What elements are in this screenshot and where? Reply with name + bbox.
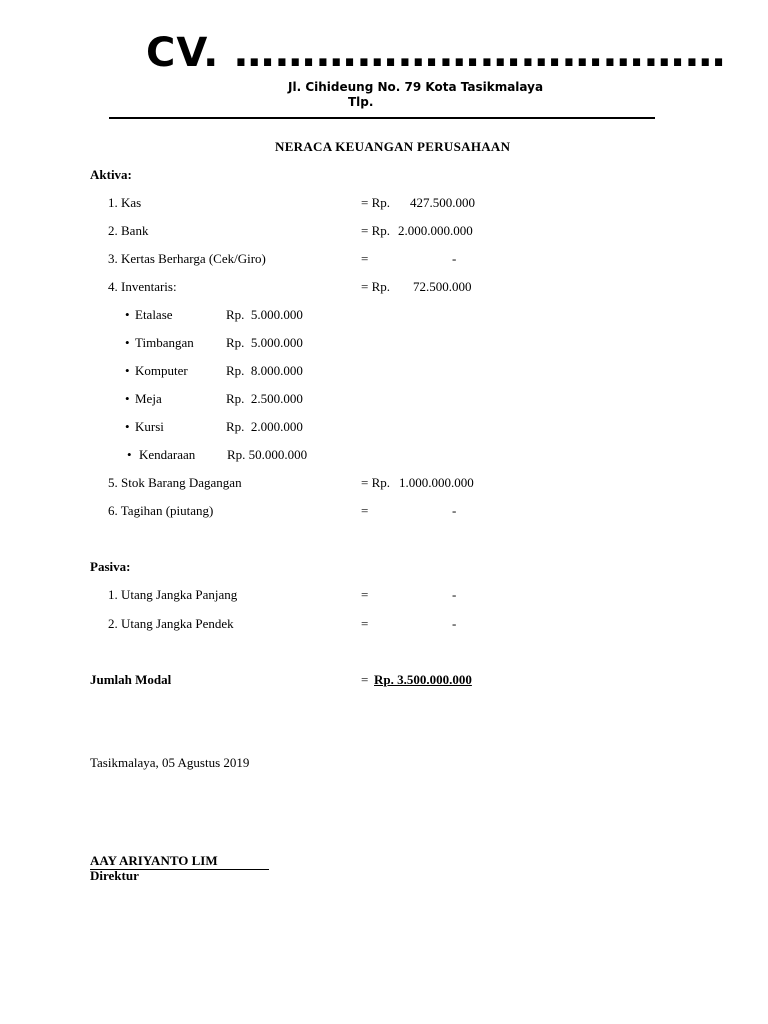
company-name: CV. ……………………………… — [146, 30, 727, 76]
pasiva-item-value: - — [452, 587, 457, 602]
pasiva-item-eq: = — [361, 587, 369, 602]
aktiva-item-label: 4. Inventaris: — [108, 279, 177, 294]
document-title: NERACA KEUANGAN PERUSAHAAN — [275, 139, 511, 154]
company-address: Jl. Cihideung No. 79 Kota Tasikmalaya — [288, 80, 544, 94]
aktiva-item-label: 2. Bank — [108, 223, 149, 238]
inventaris-name: Etalase — [135, 307, 173, 322]
bullet-icon: • — [125, 363, 130, 378]
aktiva-item-value: - — [452, 251, 457, 266]
aktiva-item-eq: = Rp. — [361, 475, 391, 490]
inventaris-amount: Rp. 2.500.000 — [226, 391, 303, 406]
aktiva-item-value: - — [452, 503, 457, 518]
inventaris-amount: Rp. 5.000.000 — [226, 335, 303, 350]
bullet-icon: • — [125, 391, 130, 406]
bullet-icon: • — [127, 447, 132, 462]
signer-name: AAY ARIYANTO LIM — [90, 853, 218, 868]
company-phone: Tlp. — [348, 95, 374, 109]
inventaris-name: Timbangan — [135, 335, 194, 350]
bullet-icon: • — [125, 307, 130, 322]
aktiva-item-value: 427.500.000 — [410, 195, 475, 210]
aktiva-heading: Aktiva: — [90, 167, 132, 182]
inventaris-name: Kursi — [135, 419, 164, 434]
bullet-icon: • — [125, 419, 130, 434]
total-value: Rp. 3.500.000.000 — [374, 672, 472, 687]
total-eq: = — [361, 672, 369, 687]
aktiva-item-value: 2.000.000.000 — [398, 223, 473, 238]
header-divider — [109, 117, 655, 119]
aktiva-item-value: 72.500.000 — [413, 279, 472, 294]
aktiva-item-label: 1. Kas — [108, 195, 142, 210]
pasiva-item-eq: = — [361, 616, 369, 631]
aktiva-item-value: 1.000.000.000 — [399, 475, 474, 490]
aktiva-item-label: 3. Kertas Berharga (Cek/Giro) — [108, 251, 266, 266]
aktiva-item-label: 6. Tagihan (piutang) — [108, 503, 214, 518]
inventaris-name: Kendaraan — [139, 447, 196, 462]
pasiva-item-label: 1. Utang Jangka Panjang — [108, 587, 238, 602]
inventaris-amount: Rp. 2.000.000 — [226, 419, 303, 434]
pasiva-heading: Pasiva: — [90, 559, 131, 574]
aktiva-item-label: 5. Stok Barang Dagangan — [108, 475, 242, 490]
aktiva-item-eq: = Rp. — [361, 195, 391, 210]
total-label: Jumlah Modal — [90, 672, 172, 687]
inventaris-name: Meja — [135, 391, 162, 406]
aktiva-item-eq: = — [361, 503, 369, 518]
aktiva-item-eq: = Rp. — [361, 279, 391, 294]
bullet-icon: • — [125, 335, 130, 350]
inventaris-name: Komputer — [135, 363, 188, 378]
pasiva-item-value: - — [452, 616, 457, 631]
inventaris-amount: Rp. 5.000.000 — [226, 307, 303, 322]
pasiva-item-label: 2. Utang Jangka Pendek — [108, 616, 234, 631]
aktiva-item-eq: = Rp. — [361, 223, 391, 238]
inventaris-amount: Rp. 8.000.000 — [226, 363, 303, 378]
aktiva-item-eq: = — [361, 251, 369, 266]
place-date: Tasikmalaya, 05 Agustus 2019 — [90, 755, 250, 770]
signer-title: Direktur — [90, 868, 139, 883]
inventaris-amount: Rp. 50.000.000 — [227, 447, 308, 462]
